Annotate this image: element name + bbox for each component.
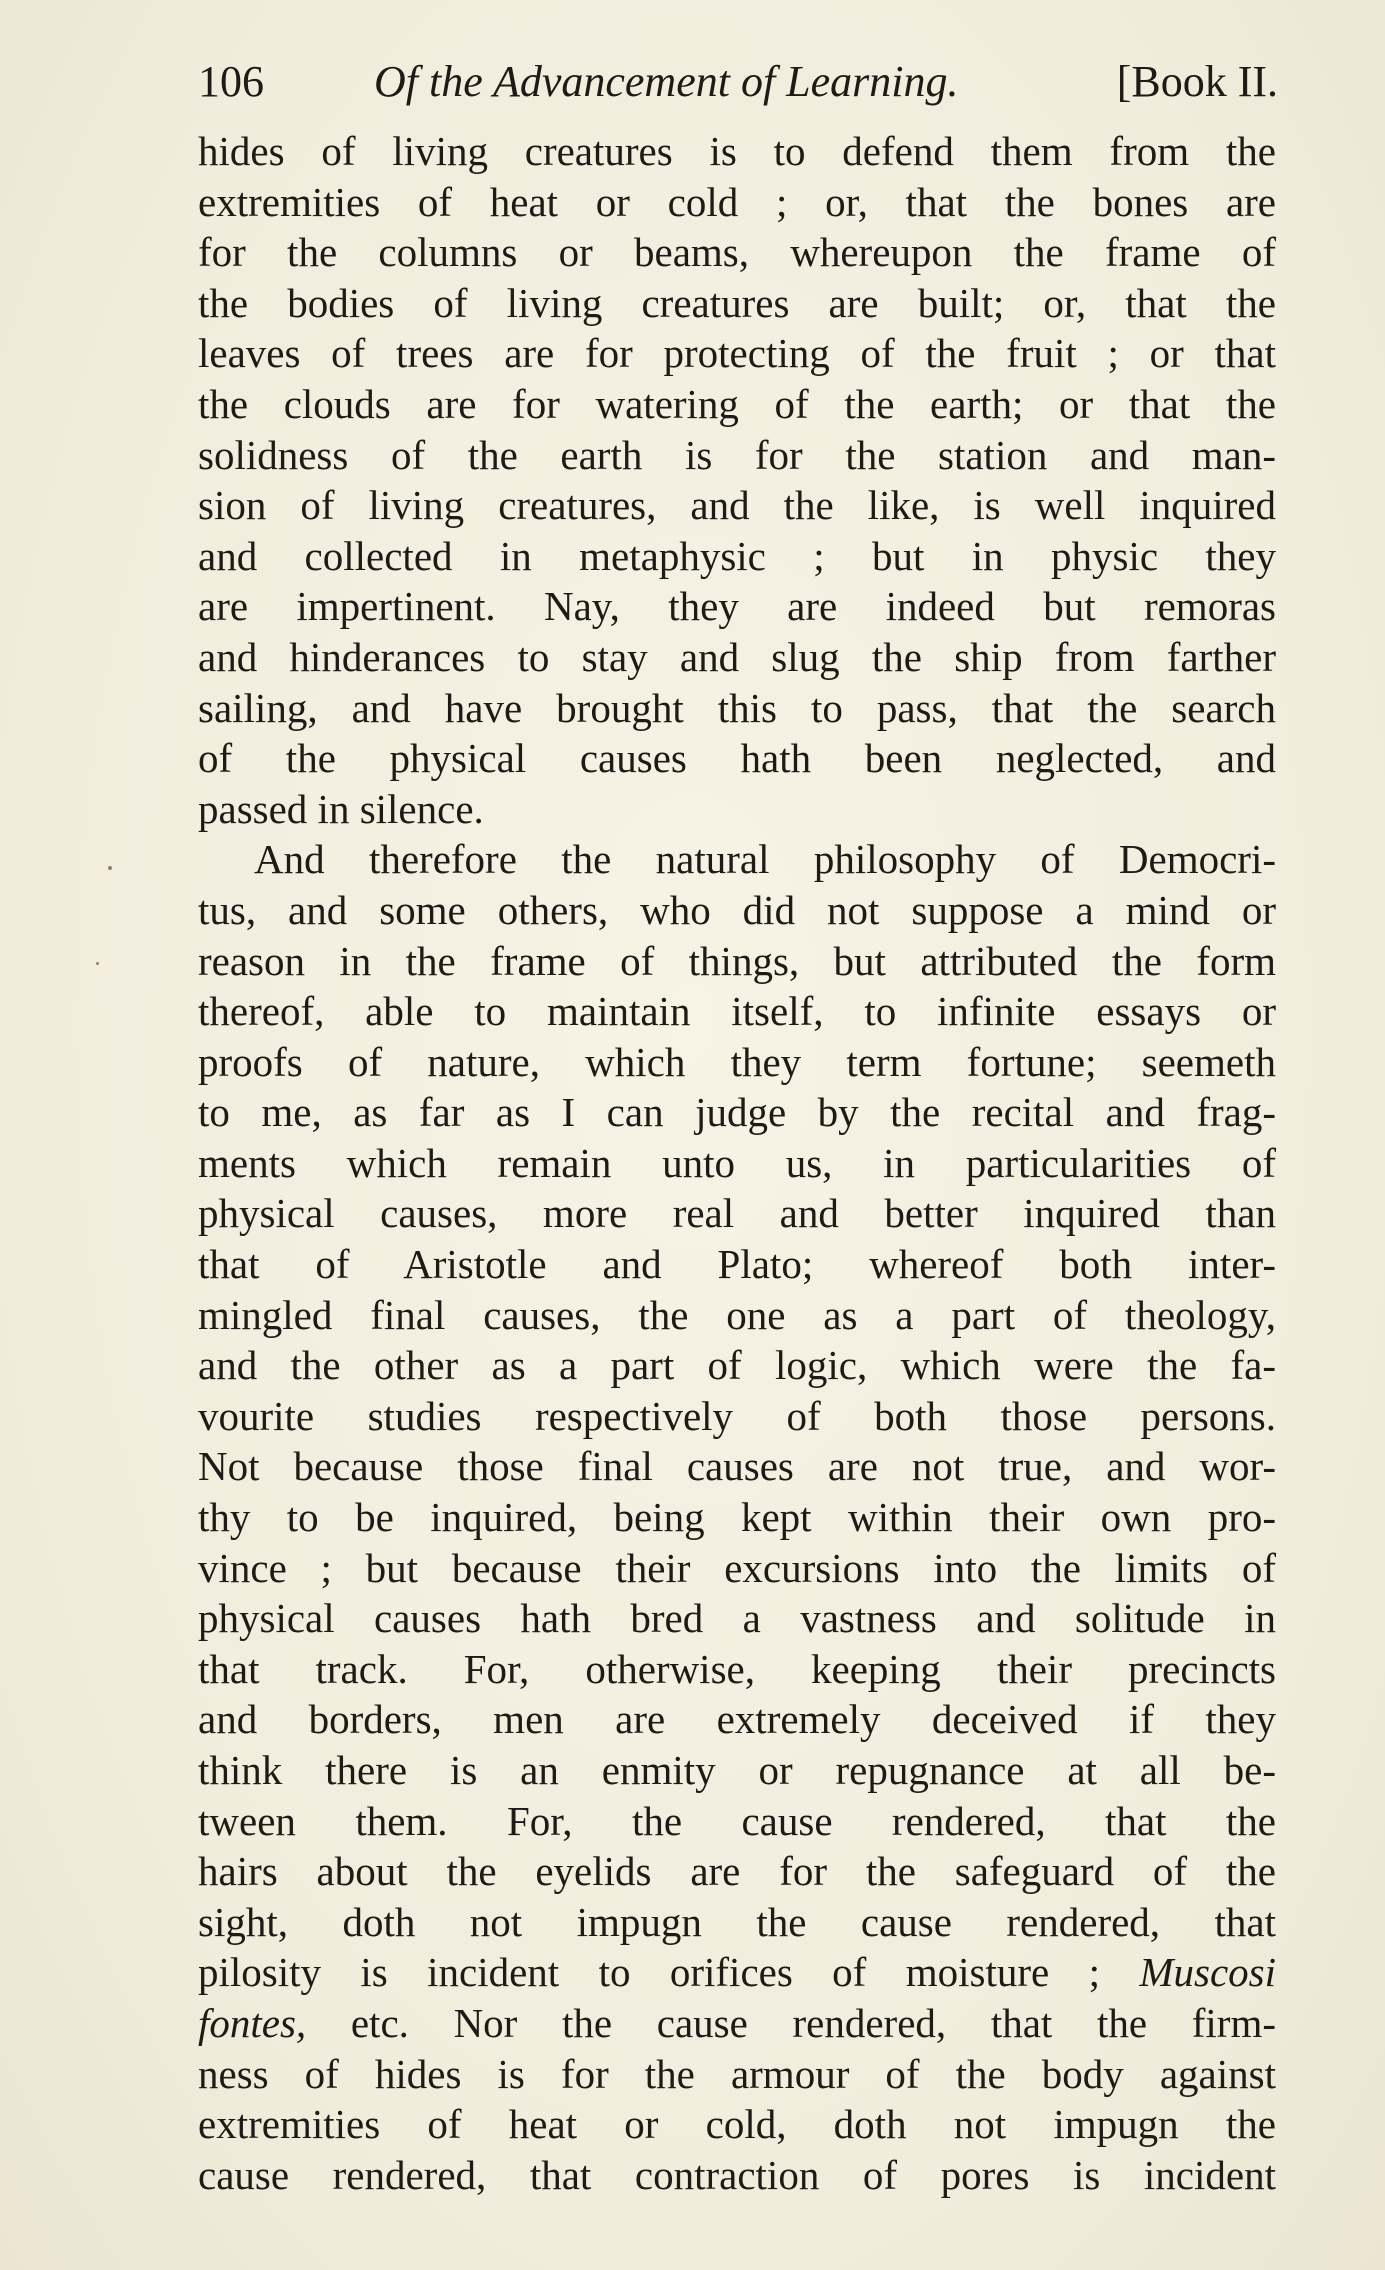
text-line: vourite studies respectively of both those persons.	[198, 1392, 1276, 1439]
latin-phrase: fontes,	[198, 1999, 307, 2046]
text-line: thy to be inquired, being kept within their own pro-	[198, 1494, 1276, 1541]
text-line: extremities of heat or cold, doth not impugn the	[198, 2101, 1276, 2148]
text-line: fontes, etc. Nor the cause rendered, that the firm-	[198, 1999, 1276, 2046]
text-line: thereof, able to maintain itself, to infinite essays or	[198, 988, 1276, 1035]
text-line: ments which remain unto us, in particularities of	[198, 1139, 1276, 1186]
text-line: to me, as far as I can judge by the recital and frag-	[198, 1089, 1276, 1136]
text-line: cause rendered, that contraction of pores is incident	[198, 2151, 1276, 2198]
text-line: solidness of the earth is for the station and man-	[198, 431, 1276, 478]
page-header	[198, 52, 1278, 112]
text-line: for the columns or beams, whereupon the frame of	[198, 229, 1276, 276]
text-line: and collected in metaphysic ; but in physic they	[198, 532, 1276, 579]
text-line: vince ; but because their excursions into the limits of	[198, 1544, 1276, 1591]
text-line: and the other as a part of logic, which were the fa-	[198, 1342, 1276, 1389]
book-label: [Book II.	[1116, 57, 1278, 106]
page-speck	[108, 866, 112, 870]
running-title: Of the Advancement of Learning.	[374, 57, 959, 106]
text-line: proofs of nature, which they term fortune; seemeth	[198, 1038, 1276, 1085]
text-line: physical causes, more real and better inquired than	[198, 1190, 1276, 1237]
text-line: sailing, and have brought this to pass, that the search	[198, 684, 1276, 731]
text-line: pilosity is incident to orifices of moisture ; Muscosi	[198, 1949, 1276, 1996]
text-line: the clouds are for watering of the earth; or that the	[198, 380, 1276, 427]
text-line: sight, doth not impugn the cause rendered, that	[198, 1898, 1276, 1945]
text-line: and borders, men are extremely deceived if they	[198, 1696, 1276, 1743]
text-line: sion of living creatures, and the like, is well inquired	[198, 482, 1276, 529]
text-line: And therefore the natural philosophy of Democri-	[254, 836, 1276, 883]
latin-phrase: Muscosi	[1139, 1949, 1276, 1996]
body-text	[198, 126, 1276, 2200]
text-line: mingled final causes, the one as a part of theology,	[198, 1291, 1276, 1338]
text-line: of the physical causes hath been neglected, and	[198, 735, 1276, 782]
text-line: tween them. For, the cause rendered, that the	[198, 1797, 1276, 1844]
text-line: that of Aristotle and Plato; whereof both inter-	[198, 1241, 1276, 1288]
text-line: reason in the frame of things, but attributed the form	[198, 937, 1276, 984]
text-line: hides of living creatures is to defend them from the	[198, 128, 1276, 174]
text-line: and hinderances to stay and slug the ship from farther	[198, 633, 1276, 680]
page-number: 106	[198, 57, 264, 106]
text-line: the bodies of living creatures are built; or, that the	[198, 279, 1276, 326]
text-line: tus, and some others, who did not suppose a mind or	[198, 886, 1276, 933]
text-line: ness of hides is for the armour of the body against	[198, 2050, 1276, 2097]
page-speck	[96, 962, 99, 965]
text-line: passed in silence.	[198, 785, 484, 832]
text-line: Not because those final causes are not true, and wor-	[198, 1443, 1276, 1490]
text-line: extremities of heat or cold ; or, that the bones are	[198, 178, 1276, 225]
paragraph	[198, 834, 1276, 2200]
paragraph	[198, 126, 1276, 834]
text-line: that track. For, otherwise, keeping their precincts	[198, 1645, 1276, 1692]
text-line: hairs about the eyelids are for the safeguard of the	[198, 1848, 1276, 1895]
text-line: physical causes hath bred a vastness and solitude in	[198, 1595, 1276, 1642]
text-line: are impertinent. Nay, they are indeed but remoras	[198, 583, 1276, 630]
text-line: leaves of trees are for protecting of the fruit ; or that	[198, 330, 1276, 377]
text-line: think there is an enmity or repugnance at all be-	[198, 1747, 1276, 1793]
